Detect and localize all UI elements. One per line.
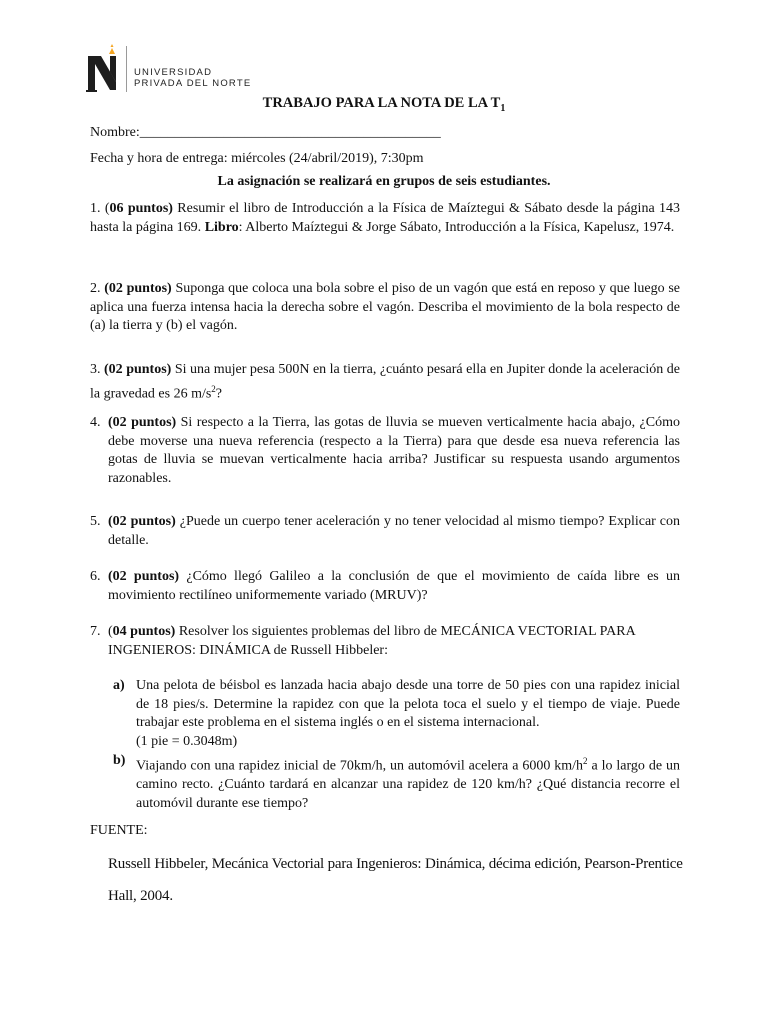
q4-body [108, 414, 680, 488]
question-7 [90, 623, 680, 660]
question-3 [90, 361, 680, 404]
q3-prefix: 3. [90, 362, 105, 377]
title-subscript: 1 [500, 102, 506, 114]
q4-points: (02 puntos) [108, 415, 177, 430]
q2-text: Suponga que coloca una bola sobre el piso de un vagón que está en reposo y que luego se aplica una fuerza intensa hacia la derecha sobre el vagón. Describa el movimiento de la bola respecto de (a) la tierra y (b) el vagón. [90, 281, 681, 333]
q1-prefix: 1. ( [90, 201, 110, 216]
university-logo [86, 38, 286, 100]
name-line: Nombre:___________________________________________ [90, 125, 441, 140]
q1-libro-label: Libro [204, 219, 239, 235]
q5-points: (02 puntos) [108, 514, 176, 529]
sub-a-note: (1 pie = 0.3048m) [136, 733, 238, 749]
q6-number: 6. [90, 569, 101, 584]
logo-divider [126, 46, 127, 92]
question-5 [90, 513, 680, 550]
q3-tail: ? [215, 386, 223, 402]
sub-b-text-b: a lo largo de un camino recto. ¿Cuánto tardará en alcanzar una rapidez de 120 km/h? ¿Qué distancia recorre el automóvil durante ese tiempo? [136, 758, 680, 811]
delivery-date: Fecha y hora de entrega: miércoles (24/abril/2019), 7:30pm [90, 151, 424, 166]
source-label: FUENTE: [90, 823, 148, 838]
q6-body [108, 568, 680, 605]
q5-body [108, 513, 680, 550]
question-1 [90, 200, 680, 237]
q6-text: ¿Cómo llegó Galileo a la conclusión de que el movimiento de caída libre es un movimiento rectilíneo uniformemente variado (MRUV)? [108, 569, 681, 603]
q7-number: 7. [90, 624, 101, 639]
logo-text [134, 67, 251, 89]
document-title [0, 95, 768, 114]
q5-number: 5. [90, 514, 101, 529]
q4-text: Si respecto a la Tierra, las gotas de lluvia se mueven verticalmente hacia abajo, ¿Cómo debe moverse una nueva referencia (respecto a la Tierra) para que desde esa nueva referencia las gotas de lluvia se muevan verticalmente hacia arriba? Justificar su respuesta usando argumentos razonables. [108, 415, 680, 486]
q7-points: 04 puntos) [112, 624, 176, 639]
sub-b-text-a: Viajando con una rapidez inicial de 70km/h, un automóvil acelera a 6000 km/h [136, 758, 584, 774]
title-text: TRABAJO PARA LA NOTA DE LA T [262, 95, 501, 111]
q3-points: (02 puntos) [104, 362, 172, 377]
group-note: La asignación se realizará en grupos de seis estudiantes. [217, 174, 551, 189]
sub-b-superscript: 2 [583, 756, 588, 766]
logo-line-1: UNIVERSIDAD [134, 67, 213, 78]
q5-text: ¿Puede un cuerpo tener aceleración y no tener velocidad al mismo tiempo? Explicar con detalle. [108, 514, 681, 548]
source-citation: Russell Hibbeler, Mecánica Vectorial para Ingenieros: Dinámica, décima edición, Pearson-Prentice Hall, 2004. [108, 856, 683, 904]
logo-line-2: PRIVADA DEL NORTE [134, 78, 252, 89]
question-2 [90, 280, 680, 336]
upn-n-logo-icon [86, 44, 122, 94]
question-6 [90, 568, 680, 605]
q2-prefix: 2. [90, 281, 105, 296]
q7-prefix: ( [108, 624, 113, 639]
q3-superscript: 2 [211, 383, 216, 394]
q7-text: Resolver los siguientes problemas del libro de MECÁNICA VECTORIAL PARA INGENIEROS: DINÁMICA de Russell Hibbeler: [108, 624, 635, 658]
sub-a-body [136, 677, 680, 751]
q3-text: Si una mujer pesa 500N en la tierra, ¿cuánto pesará ella en Jupiter donde la aceleración de la gravedad es 26 m/s [90, 362, 680, 402]
q2-points: (02 puntos) [104, 281, 172, 296]
question-4 [90, 414, 680, 488]
sub-b-label: b) [113, 753, 126, 768]
sub-b-body [136, 752, 680, 813]
q1-points: 06 puntos) [109, 201, 173, 216]
q1-text-b: : Alberto Maíztegui & Jorge Sábato, Introducción a la Física, Kapelusz, 1974. [238, 219, 675, 235]
q7-body [108, 623, 680, 660]
sub-a-label: a) [113, 678, 125, 693]
subquestion-a [113, 677, 680, 751]
q6-points: (02 puntos) [108, 569, 180, 584]
q4-number: 4. [90, 415, 101, 430]
subquestion-b [113, 752, 680, 813]
sub-a-text: Una pelota de béisbol es lanzada hacia abajo desde una torre de 50 pies con una rapidez inicial de 18 pies/s. Determine la rapidez con que la pelota toca el suelo y el tiempo de viaje. Puede trabajar este problema en el sistema inglés o en el sistema internacional. [136, 678, 680, 730]
q1-text-a: Resumir el libro de Introducción a la Física de Maíztegui & Sábato desde la página 143 hasta la página 169. [90, 201, 680, 235]
